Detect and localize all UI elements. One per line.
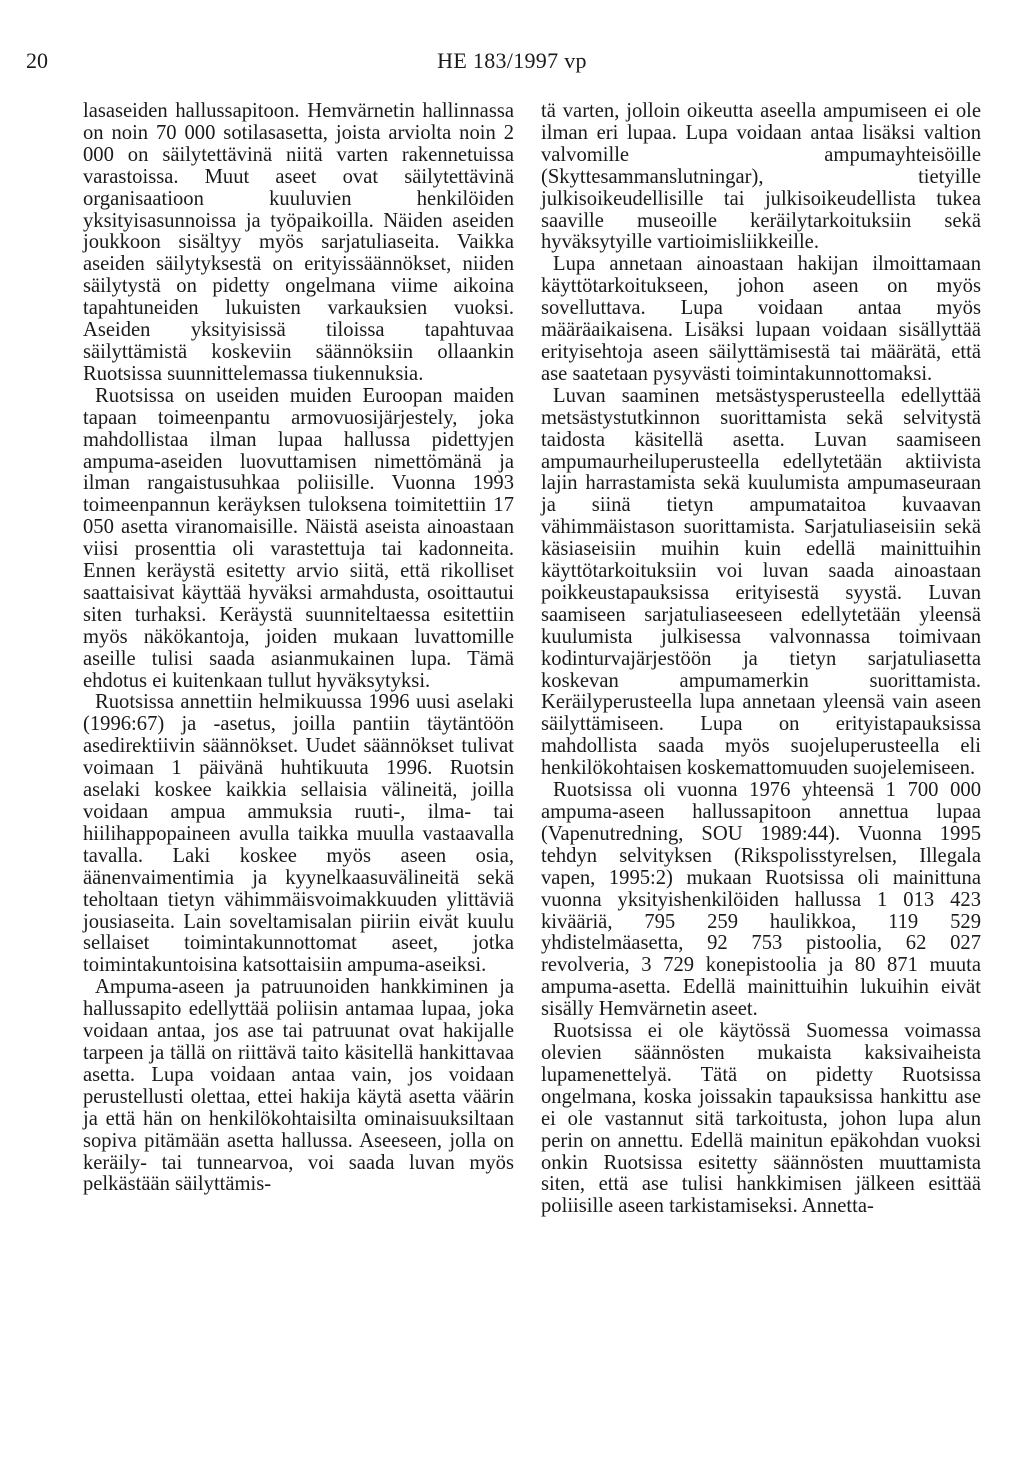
paragraph: Ruotsissa on useiden muiden Euroopan maiden tapaan toimeenpantu armovuosijärjestely, joka mahdollistaa ilman lupaa hallussa pidettyjen ampuma-aseiden luovuttamisen nimettömänä ja ilman rangaistusuhkaa poliisille. Vuonna 1993 toimeenpannun keräyksen tuloksena toimitettiin 17 050 asetta viranomaisille. Näistä aseista ainoastaan viisi prosenttia oli varastettuja tai kadonneita. Ennen keräystä esitetty arvio siitä, että rikolliset saattaisivat käyttää hyväksi armahdusta, osoittautui siten turhaksi. Keräystä suunniteltaessa esitettiin myös näkökantoja, joiden mukaan luvattomille aseille tulisi saada asianmukainen lupa. Tämä ehdotus ei kuitenkaan tullut hyväksytyksi. [83,384,514,692]
right-column [541,101,981,1218]
paragraph: Ampuma-aseen ja patruunoiden hankkiminen ja hallussapito edellyttää poliisin antamaa lupaa, joka voidaan antaa, jos ase tai patruunat ovat hakijalle tarpeen ja tällä on riittävä taito käsitellä hankittavaa asetta. Lupa voidaan antaa vain, jos voidaan perustellusti olettaa, ettei hakija käytä asetta väärin ja että hän on henkilökohtaisilta ominaisuuksiltaan sopiva pitämään asetta hallussa. Aseeseen, jolla on keräily- tai tunnearvoa, voi saada luvan myös pelkästään säilyttämis- [83,976,514,1196]
page-number: 20 [26,48,48,73]
paragraph: Ruotsissa ei ole käytössä Suomessa voimassa olevien säännösten mukaista kaksivaiheista lupamenettelyä. Tätä on pidetty Ruotsissa ongelmana, koska joissakin tapauksissa hankittu ase ei ole vastannut sitä tarkoitusta, johon lupa alun perin on annettu. Edellä mainitun epäkohdan vuoksi onkin Ruotsissa esitetty säännösten muuttamista siten, että ase tulisi hankkimisen jälkeen esittää poliisille aseen tarkistamiseksi. Annetta- [541,1020,981,1218]
left-column [83,101,514,1196]
paragraph: Luvan saaminen metsästysperusteella edellyttää metsästystutkinnon suorittamista sekä selvitystä taidosta käsitellä asetta. Luvan saamiseen ampumaurheiluperusteella edellytetään aktiivista lajin harrastamista sekä kuulumista ampumaseuraan ja siinä tietyn ampumataitoa kuvaavan vähimmäistason suorittamista. Sarjatuliaseisiin sekä käsiaseisiin muihin kuin edellä mainittuihin käyttötarkoituksiin voi luvan saada ainoastaan poikkeustapauksissa erityisestä syystä. Luvan saamiseen sarjatuliaseeseen edellytetään yleensä kuulumista julkisessa valvonnassa toimivaan kodinturvajärjestöön ja tietyn sarjatuliasetta koskevan ampumamerkin suorittamista. Keräilyperusteella lupa annetaan yleensä vain aseen säilyttämiseen. Lupa on erityistapauksissa mahdollista saada myös suojeluperusteella eli henkilökohtaisen koskemattomuuden suojelemiseen. [541,384,981,780]
document-id: HE 183/1997 vp [437,48,587,73]
paragraph: tä varten, jolloin oikeutta aseella ampumiseen ei ole ilman eri lupaa. Lupa voidaan antaa lisäksi valtion valvomille ampumayhteisöille (Skyttesammanslutningar), tietyille julkisoikeudellisille tai julkisoikeudellista tukea saaville museoille keräilytarkoituksiin sekä hyväksytyille vartioimisliikkeille. [541,100,981,254]
page-header [0,48,1024,78]
paragraph: lasaseiden hallussapitoon. Hemvärnetin hallinnassa on noin 70 000 sotilasasetta, joista arviolta noin 2 000 on säilytettävinä niitä varten rakennetuissa varastoissa. Muut aseet ovat säilytettävinä organisaatioon kuuluvien henkilöiden yksityisasunnoissa ja työpaikoilla. Näiden aseiden joukkoon sisältyy myös sarjatuliaseita. Vaikka aseiden säilytyksestä on erityissäännökset, niiden säilytystä on pidetty ongelmana viime aikoina tapahtuneiden lukuisten varkauksien vuoksi. Aseiden yksityisissä tiloissa tapahtuvaa säilyttämistä koskeviin säännöksiin ollaankin Ruotsissa suunnittelemassa tiukennuksia. [83,100,514,385]
paragraph: Lupa annetaan ainoastaan hakijan ilmoittamaan käyttötarkoitukseen, johon aseen on myös sovelluttava. Lupa voidaan antaa myös määräaikaisena. Lisäksi lupaan voidaan sisällyttää erityisehtoja aseen säilyttämisestä tai määrätä, että ase saatetaan pysyvästi toimintakunnottomaksi. [541,253,981,385]
paragraph: Ruotsissa oli vuonna 1976 yhteensä 1 700 000 ampuma-aseen hallussapitoon annettua lupaa (Vapenutredning, SOU 1989:44). Vuonna 1995 tehdyn selvityksen (Rikspolisstyrelsen, Illegala vapen, 1995:2) mukaan Ruotsissa oli mainittuna vuonna yksityishenkilöiden hallussa 1 013 423 kivääriä, 795 259 haulikkoa, 119 529 yhdistelmäasetta, 92 753 pistoolia, 62 027 revolveria, 3 729 konepistoolia ja 80 871 muuta ampuma-asetta. Edellä mainittuihin lukuihin eivät sisälly Hemvärnetin aseet. [541,779,981,1021]
paragraph: Ruotsissa annettiin helmikuussa 1996 uusi aselaki (1996:67) ja -asetus, joilla pantiin täytäntöön asedirektiivin säännökset. Uudet säännökset tulivat voimaan 1 päivänä huhtikuuta 1996. Ruotsin aselaki koskee kaikkia sellaisia välineitä, joilla voidaan ampua ammuksia ruuti-, ilma- tai hiilihappopaineen avulla taikka muulla vastaavalla tavalla. Laki koskee myös aseen osia, äänenvaimentimia ja kyynelkaasuvälineitä sekä teholtaan tietyn vähimmäisvoimakkuuden ylittäviä jousiaseita. Lain soveltamisalan piiriin eivät kuulu sellaiset toimintakunnottomat aseet, jotka toimintakuntoisina katsottaisiin ampuma-aseiksi. [83,691,514,977]
